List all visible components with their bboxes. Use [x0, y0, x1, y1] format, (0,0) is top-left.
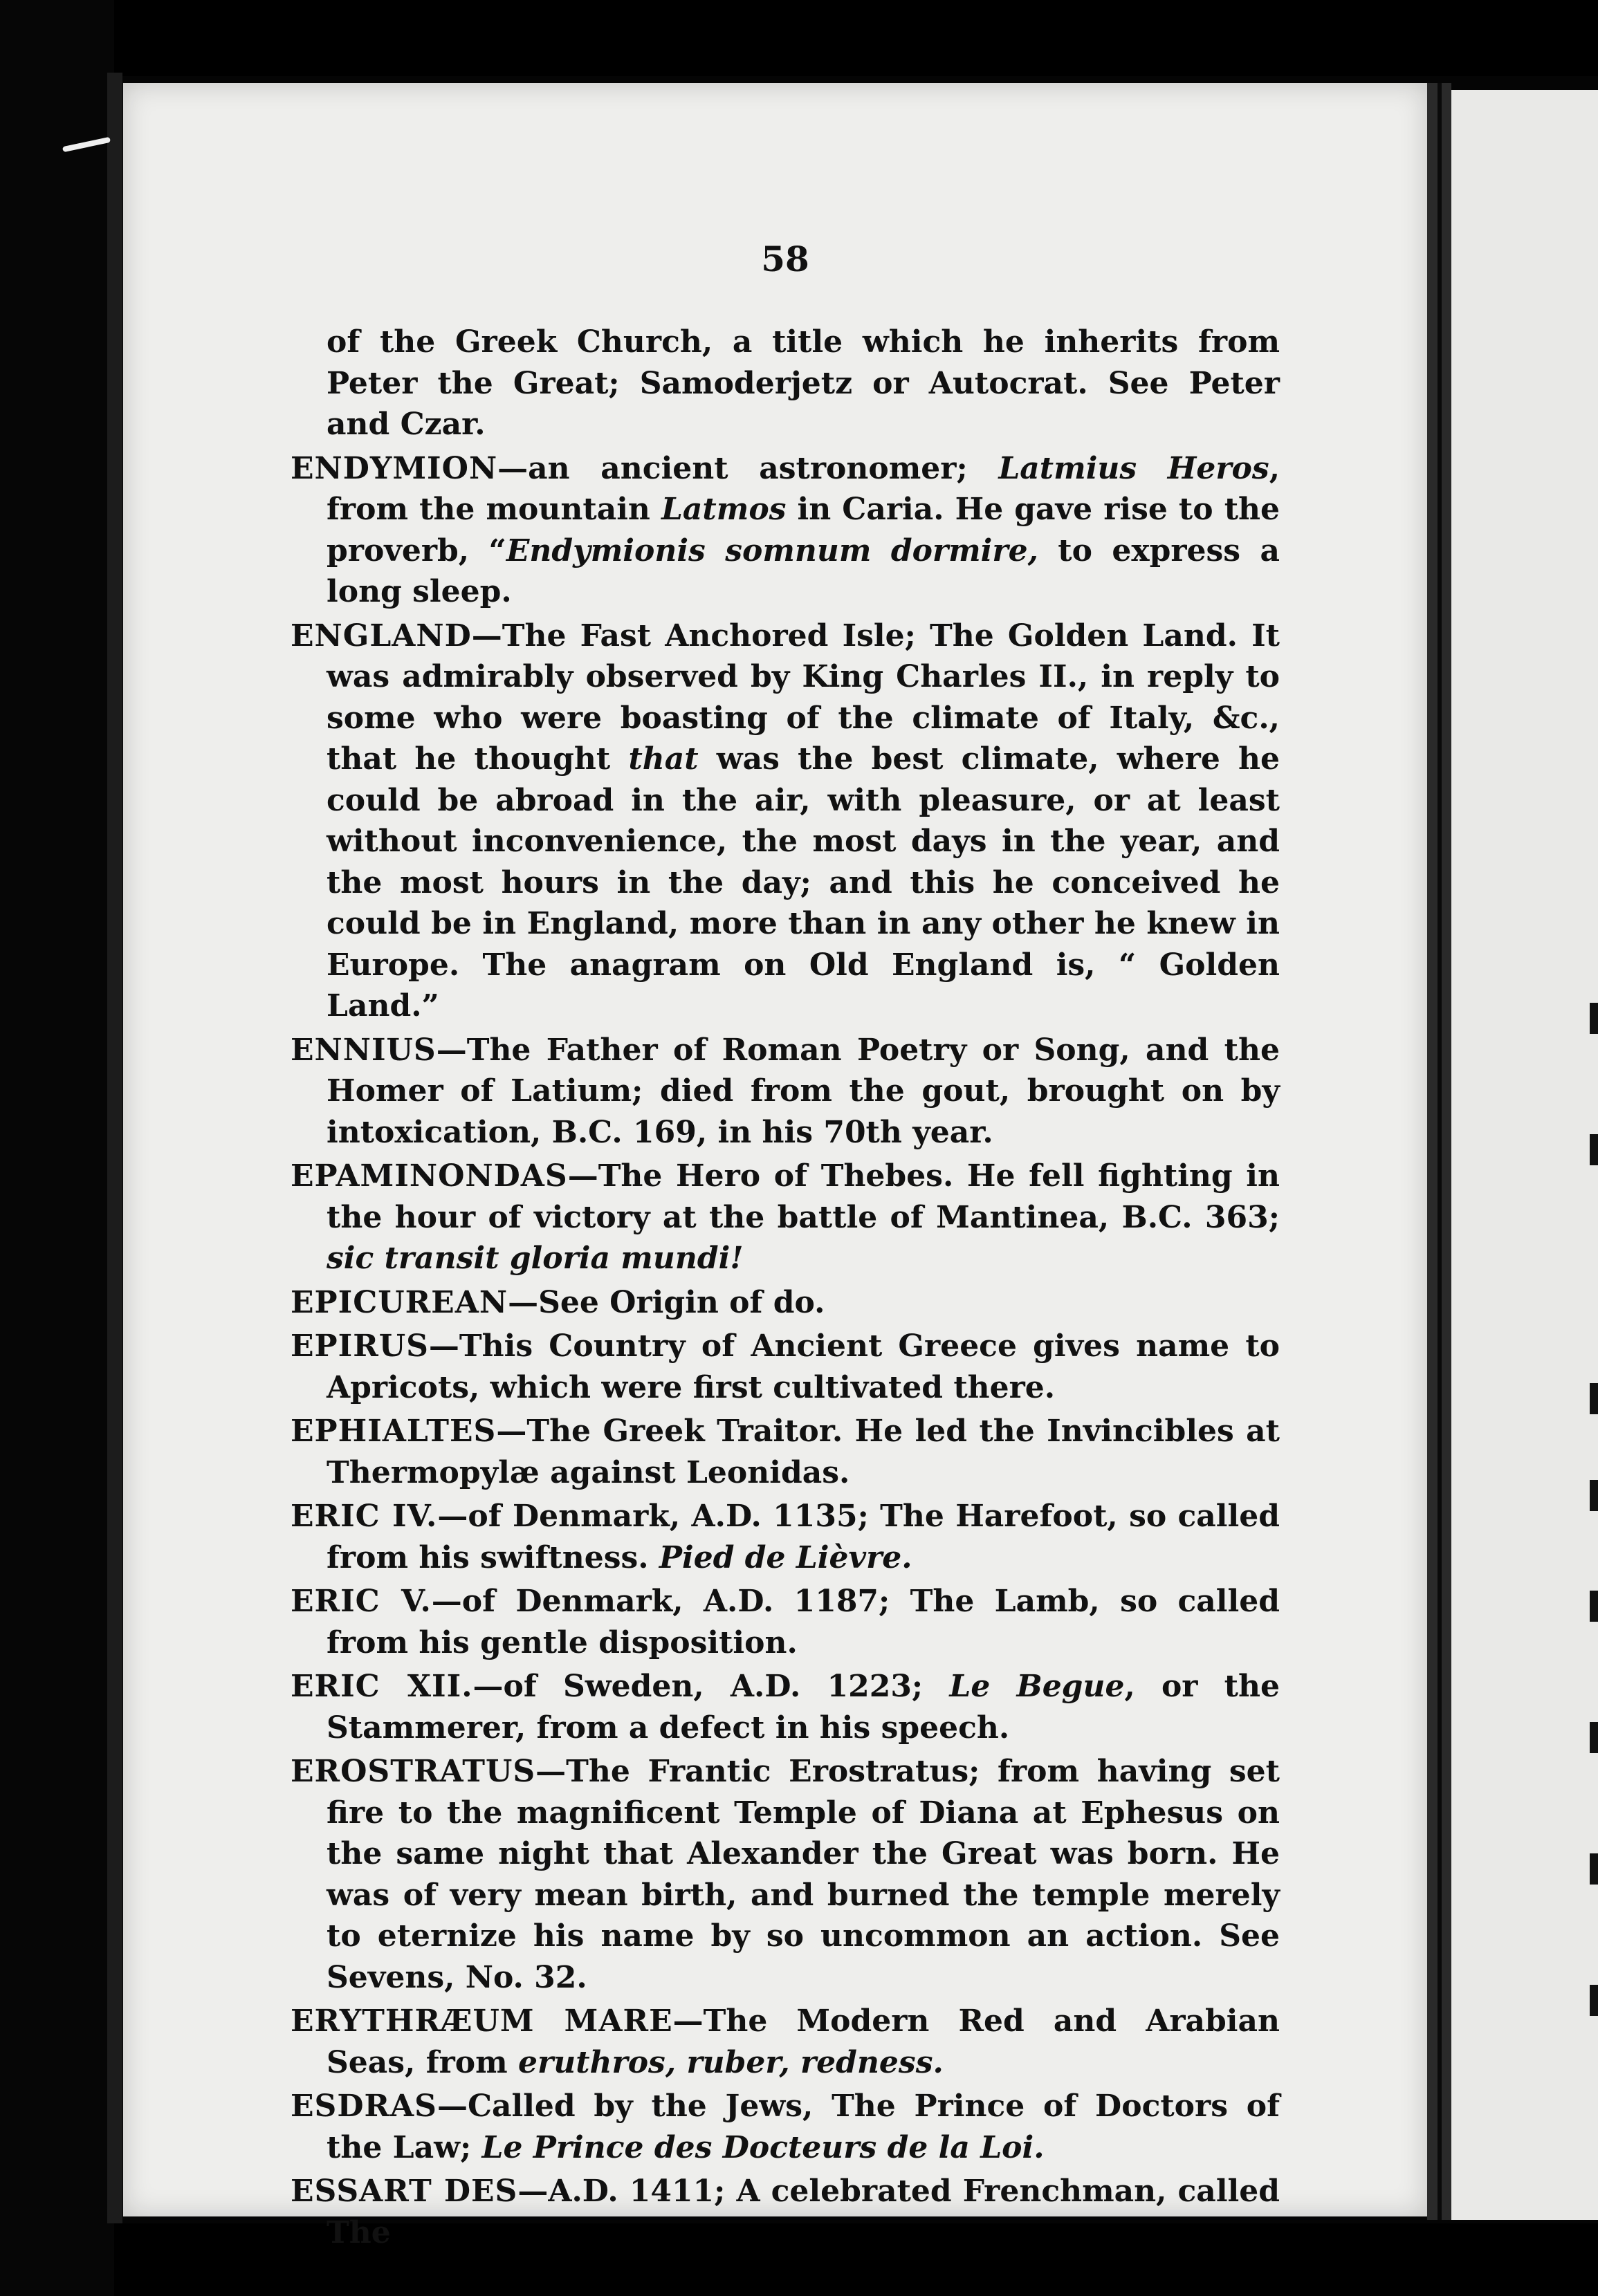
entry-ephialtes [291, 1411, 1280, 1493]
headword: EPIRUS [291, 1328, 429, 1364]
entry-text: —The Frantic Erostratus; from having set fire to the magnificent Temple of Diana at Ephesus on the same night that Alexander the Great was born. He was of very mean birth, and burned the temple merely to eternize his name by so uncommon an action. See Sevens, No. 32. [327, 1754, 1280, 1995]
facing-page-text-fragment [1590, 1722, 1598, 1753]
entry-text: —an ancient astronomer; [497, 450, 999, 486]
facing-page-edge [1451, 90, 1598, 2220]
entry-italic: Pied de Lièvre. [659, 1539, 912, 1575]
continued-entry [291, 322, 1280, 445]
headword: ENNIUS [291, 1032, 437, 1068]
entry-endymion [291, 448, 1280, 613]
headword: EROSTRATUS [291, 1754, 536, 1789]
entry-text: —of Sweden, A.D. 1223; [472, 1669, 950, 1704]
scan-top-border [0, 0, 1598, 76]
entry-text: was the best climate, where he could be abroad in the air, with pleasure, or at least without inconvenience, the most days in the year, and the most hours in the day; and this he conceived he could be in England, more than in any other he knew in Europe. The anagram on Old England is, “ Golden Land.” [327, 741, 1280, 1024]
facing-page-text-fragment [1590, 1003, 1598, 1034]
headword: ERIC XII. [291, 1669, 473, 1704]
entry-italic: eruthros, ruber, redness. [518, 2044, 944, 2080]
headword: ENDYMION [291, 450, 498, 486]
entry-eric-xii [291, 1666, 1280, 1748]
entry-text: —of Denmark, A.D. 1135; The Harefoot, so called from his swiftness. [327, 1499, 1280, 1575]
facing-page-text-fragment [1590, 1985, 1598, 2016]
entry-text: to express a long sleep. [327, 533, 1280, 609]
entry-epaminondas [291, 1156, 1280, 1279]
entry-text: —The Father of Roman Poetry or Song, and the Homer of Latium; died from the gout, brought on by intoxication, B.C. 169, in his 70th year. [327, 1032, 1280, 1150]
entry-text: , from the mountain [327, 450, 1280, 527]
entry-text: , or the Stammerer, from a defect in his speech. [327, 1669, 1280, 1746]
entry-italic: Le Begue [949, 1669, 1125, 1704]
entry-esdras [291, 2086, 1280, 2168]
entry-italic: sic transit gloria mundi! [327, 1241, 744, 1276]
facing-page-text-fragment [1590, 1383, 1598, 1414]
headword: ENGLAND [291, 618, 472, 654]
entry-italic: Latmos [661, 492, 787, 527]
entry-text: of the Greek Church, a title which he inherits from Peter the Great; Samoderjetz or Autocrat. See Peter and Czar. [327, 324, 1280, 442]
entry-ennius [291, 1030, 1280, 1154]
headword: ESSART DES [291, 2174, 518, 2209]
entry-eric-iv [291, 1496, 1280, 1578]
headword: ESDRAS [291, 2089, 437, 2124]
gutter-shadow [1438, 83, 1442, 2220]
entry-italic: that [628, 741, 699, 777]
entry-erostratus [291, 1751, 1280, 1998]
scan-left-border [0, 0, 114, 2296]
entry-italic: Latmius Heros [998, 450, 1269, 486]
entry-text: in Caria. He gave rise to the proverb, “ [327, 492, 1280, 568]
entry-italic: Le Prince des Docteurs de la Loi. [481, 2129, 1045, 2165]
facing-page-text-fragment [1590, 1591, 1598, 1622]
entry-text: —A.D. 1411; A celebrated Frenchman, called The [327, 2174, 1280, 2250]
entry-text: —See Origin of do. [508, 1284, 825, 1320]
page-number: 58 [761, 239, 809, 279]
entry-text: —of Denmark, A.D. 1187; The Lamb, so called from his gentle disposition. [327, 1584, 1280, 1660]
entry-epicurean [291, 1282, 1280, 1324]
headword: EPICUREAN [291, 1284, 508, 1320]
facing-page-text-fragment [1590, 1853, 1598, 1885]
entry-text: —The Modern Red and Arabian Seas, from [327, 2003, 1280, 2080]
entry-text: —The Fast Anchored Isle; The Golden Land. It was admirably observed by King Charles II., in reply to some who were boasting of the climate of Italy, &c., that he thought [327, 618, 1280, 777]
entry-text: —Called by the Jews, The Prince of Doctors of the Law; [327, 2089, 1280, 2165]
headword: ERYTHRÆUM MARE [291, 2003, 673, 2039]
entry-text: —The Greek Traitor. He led the Invincibles at Thermopylæ against Leonidas. [327, 1414, 1280, 1490]
entry-italic: Endymionis somnum dormire, [506, 533, 1038, 568]
entry-text: —This Country of Ancient Greece gives name to Apricots, which were first cultivated there. [327, 1328, 1280, 1405]
facing-page-text-fragment [1590, 1134, 1598, 1165]
entry-england [291, 615, 1280, 1027]
headword: EPHIALTES [291, 1414, 497, 1449]
entry-text: —The Hero of Thebes. He fell fighting in the hour of victory at the battle of Mantinea, B.C. 363; [327, 1158, 1280, 1235]
entry-epirus [291, 1326, 1280, 1408]
entry-eric-v [291, 1581, 1280, 1663]
entry-essart-des [291, 2171, 1280, 2253]
book-left-edge [107, 73, 122, 2223]
headword: EPAMINONDAS [291, 1158, 568, 1194]
entry-erythraeum-mare [291, 2001, 1280, 2083]
dictionary-text [291, 322, 1280, 2253]
headword: ERIC V. [291, 1584, 432, 1619]
headword: ERIC IV. [291, 1499, 438, 1534]
facing-page-text-fragment [1590, 1480, 1598, 1511]
